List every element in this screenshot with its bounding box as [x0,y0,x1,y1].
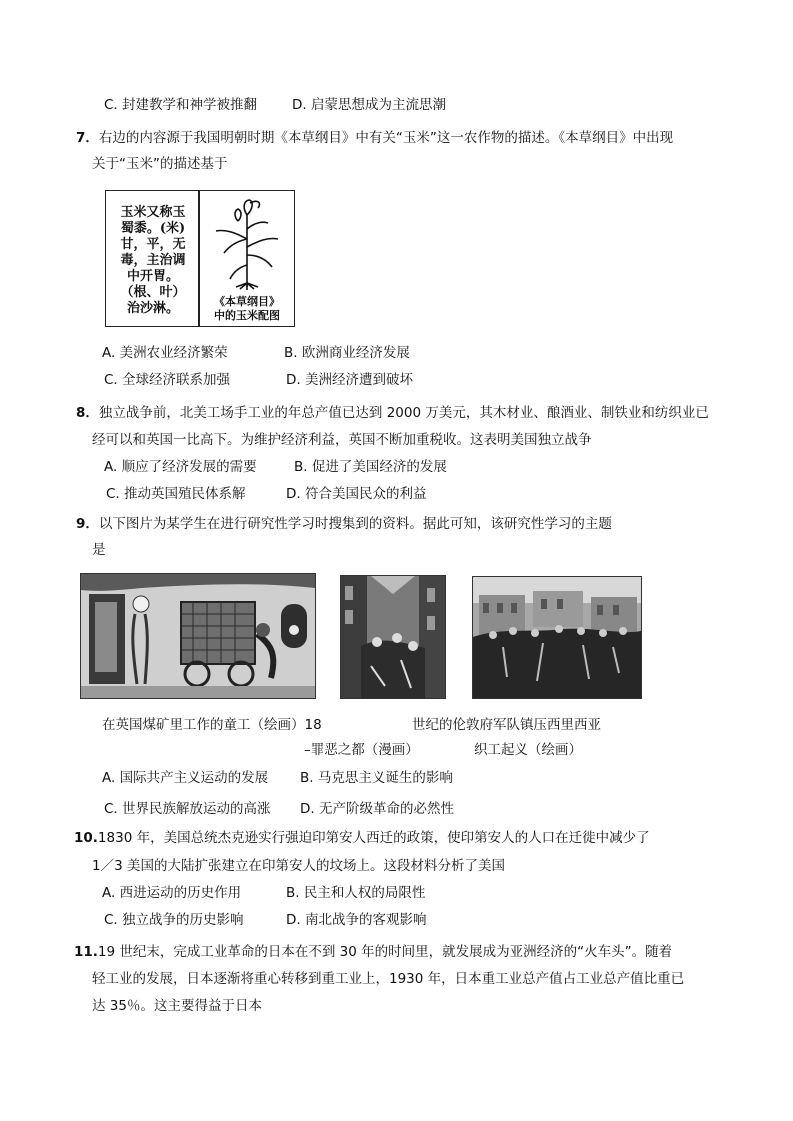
q9-option-b: B. 马克思主义诞生的影响 [300,770,453,786]
q10-option-c: C. 独立战争的历史影响 [104,912,244,928]
q7-stem-line2: 关于“玉米”的描述基于 [92,156,228,172]
q11-stem-line3: 达 35％。这主要得益于日本 [92,998,262,1014]
q8-number: 8． [76,405,99,421]
q8-option-d: D. 符合美国民众的利益 [286,486,427,502]
q10-option-d: D. 南北战争的客观影响 [286,912,427,928]
q7-option-c: C. 全球经济联系加强 [104,372,231,388]
q7-figure-text: 玉米又称玉 蜀黍。(米) 甘，平，无 毒，主治调 中开胃。 （根、叶） 治沙淋。 [120,205,186,316]
q11-stem-line2: 轻工业的发展，日本逐渐将重心转移到重工业上，1930 年，日本重工业总产值占工业总产值比重已 [92,971,685,987]
q10-option-a: A. 西进运动的历史作用 [102,885,242,901]
q8-stem-line2: 经可以和英国一比高下。为维护经济利益，英国不断加重税收。这表明美国独立战争 [92,432,592,448]
silesian-weavers-engraving [472,576,642,699]
q10-stem-line2: 1／3 美国的大陆扩张建立在印第安人的坟场上。这段材料分析了美国 [92,858,505,874]
q8-option-c: C. 推动英国殖民体系解 [106,486,246,502]
q6-option-c: C. 封建教学和神学被推翻 [104,97,258,113]
q9-option-a: A. 国际共产主义运动的发展 [102,770,269,786]
q9-caption-2: 世纪的伦敦府军队镇压西里西亚 [412,717,601,733]
q9-caption-4: 织工起义（绘画） [474,742,582,758]
q11-stem-line1: 11.19 世纪末，完成工业革命的日本在不到 30 年的时间里，就发展成为亚洲经济的“火车头”。随着 [74,944,673,960]
q10-option-b: B. 民主和人权的局限性 [286,885,426,901]
q10-number: 10. [74,830,98,846]
q9-stem-line1: 9．以下图片为某学生在进行研究性学习时搜集到的资料。据此可知，该研究性学习的主题 [76,516,612,532]
q9-option-d: D. 无产阶级革命的必然性 [300,801,454,817]
q7-figure [105,190,295,327]
q7-number: 7． [76,130,99,146]
london-cartoon [340,575,446,699]
q7-option-a: A. 美洲农业经济繁荣 [102,345,228,361]
q8-option-a: A. 顺应了经济发展的需要 [104,459,257,475]
q7-option-d: D. 美洲经济遭到破坏 [286,372,413,388]
child-miners-engraving [80,573,316,699]
q7-figure-caption: 《本草纲目》 中的玉米配图 [214,295,280,322]
q8-stem-line1: 8．独立战争前，北美工场手工业的年总产值已达到 2000 万美元，其木材业、酿酒业、制铁业和纺织业已 [76,405,709,421]
corn-plant-illustration [206,195,288,291]
q9-option-c: C. 世界民族解放运动的高涨 [104,801,271,817]
q9-caption-1: 在英国煤矿里工作的童工（绘画）18 [102,717,322,733]
q6-option-d: D. 启蒙思想成为主流思潮 [292,97,446,113]
q9-stem-line2: 是 [92,542,106,558]
q7-option-b: B. 欧洲商业经济发展 [284,345,410,361]
q11-number: 11. [74,944,98,960]
q10-stem-line1: 10.1830 年，美国总统杰克逊实行强迫印第安人西迁的政策，使印第安人的人口在迁徙中减少了 [74,830,650,846]
q8-option-b: B. 促进了美国经济的发展 [294,459,447,475]
q9-number: 9． [76,516,99,532]
q7-stem-line1: 7．右边的内容源于我国明朝时期《本草纲目》中有关“玉米”这一农作物的描述。《本草纲目》中出现 [76,130,674,146]
q9-caption-3: –罪恶之都（漫画） [304,742,419,758]
